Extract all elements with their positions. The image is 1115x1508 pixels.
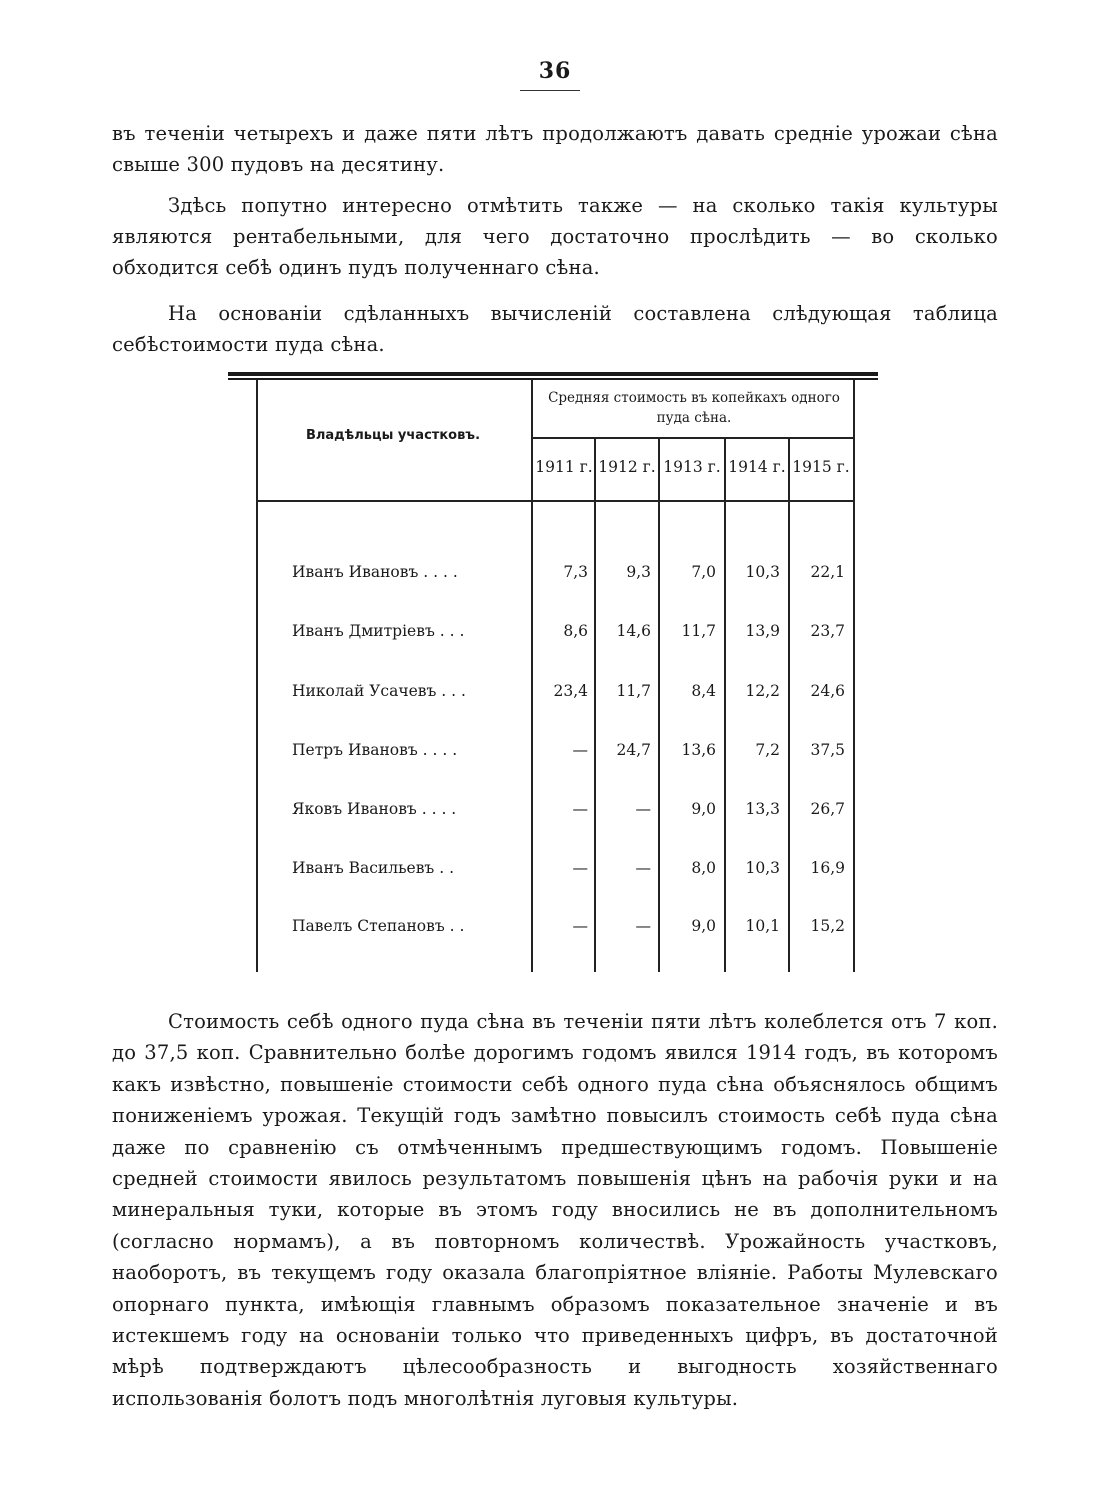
table-cell: — xyxy=(635,917,651,935)
table-cell: 10,1 xyxy=(745,917,780,935)
paragraph-1: въ теченіи четырехъ и даже пяти лѣтъ продолжаютъ давать средніе урожаи сѣна свыше 300 пудовъ на десятину. xyxy=(112,122,998,176)
table-cell: 13,9 xyxy=(745,622,780,640)
table-cell: 14,6 xyxy=(616,622,651,640)
year-header-1914: 1914 г. xyxy=(728,458,786,476)
table-row-owner: Иванъ Васильевъ . . xyxy=(292,859,455,877)
table-cell: 8,4 xyxy=(691,682,716,700)
table-divider-1912 xyxy=(594,438,596,972)
table-cell: 11,7 xyxy=(616,682,651,700)
table-row-owner: Петръ Ивановъ . . . . xyxy=(292,741,458,759)
paragraph-2: Здѣсь попутно интересно отмѣтить также — на сколько такія культуры являются рентабельными, для чего достаточно прослѣдить — во сколько обходится себѣ одинъ пудъ полученнаго сѣна. xyxy=(112,194,998,279)
table-cell: 16,9 xyxy=(810,859,845,877)
table-row-owner: Яковъ Ивановъ . . . . xyxy=(292,800,457,818)
year-header-1913: 1913 г. xyxy=(663,458,721,476)
table-cell: 9,3 xyxy=(626,563,651,581)
table-cell: 26,7 xyxy=(810,800,845,818)
page-number-underline xyxy=(520,90,580,91)
table-row-owner: Иванъ Ивановъ . . . . xyxy=(292,563,458,581)
table-cell: — xyxy=(635,859,651,877)
table-cell: — xyxy=(572,800,588,818)
table-left-border xyxy=(256,380,258,972)
table-cell: 37,5 xyxy=(810,741,845,759)
table-divider-1913 xyxy=(658,438,660,972)
paragraph-4: Стоимость себѣ одного пуда сѣна въ теченіи пяти лѣтъ колеблется отъ 7 коп. до 37,5 коп. Сравнительно болѣе дорогимъ годомъ явился 1914 годъ, въ которомъ какъ извѣстно, повышеніе стоимости себѣ одного пуда сѣна объяснялось общимъ пониженіемъ урожая. Текущій годъ замѣтно повысилъ стоимость себѣ пуда сѣна даже по сравненію съ отмѣченнымъ предшествующимъ годомъ. Повышеніе средней стоимости явилось результатомъ повышенія цѣнъ на рабочія руки и на минеральныя туки, которые въ этомъ году вносились не въ дополнительномъ (согласно нормамъ), а въ повторномъ количествѣ. Урожайность участковъ, наоборотъ, въ текущемъ году оказала благопріятное вліяніе. Работы Мулевскаго опорнаго пункта, имѣющія главнымъ образомъ показательное значеніе и въ истекшемъ году на основаніи только что приведенныхъ цифръ, въ достаточной мѣрѣ подтверждаютъ цѣлесообразность и выгодность хозяйственнаго использованія болотъ подъ многолѣтнія луговыя культуры. xyxy=(112,1010,998,1410)
table-cell: 13,6 xyxy=(681,741,716,759)
table-right-border xyxy=(853,380,855,972)
table-cell: 8,6 xyxy=(563,622,588,640)
table-cell: 13,3 xyxy=(745,800,780,818)
table-divider-1914 xyxy=(724,438,726,972)
table-cell: 12,2 xyxy=(745,682,780,700)
table-cell: — xyxy=(635,800,651,818)
cost-group-header: Средняя стоимость въ копейкахъ одного пуда сѣна. xyxy=(548,390,840,426)
table-group-underline xyxy=(531,437,854,439)
year-header-1911: 1911 г. xyxy=(535,458,593,476)
table-cell: 22,1 xyxy=(810,563,845,581)
table-cell: 24,7 xyxy=(616,741,651,759)
table-cell: 9,0 xyxy=(691,917,716,935)
year-header-1915: 1915 г. xyxy=(792,458,850,476)
table-cell: 23,7 xyxy=(810,622,845,640)
owner-column-header: Владѣльцы участковъ. xyxy=(305,428,481,443)
table-cell: 15,2 xyxy=(810,917,845,935)
table-cell: 7,2 xyxy=(755,741,780,759)
table-cell: 10,3 xyxy=(745,563,780,581)
table-cell: — xyxy=(572,741,588,759)
table-cell: — xyxy=(572,917,588,935)
table-cell: 23,4 xyxy=(553,682,588,700)
table-row-owner: Павелъ Степановъ . . xyxy=(292,917,465,935)
table-top-rule-thin xyxy=(228,378,878,380)
table-cell: 7,0 xyxy=(691,563,716,581)
table-top-rule xyxy=(228,372,878,376)
page-number: 36 xyxy=(538,58,572,84)
table-header-rule xyxy=(256,500,854,502)
paragraph-3: На основаніи сдѣланныхъ вычисленій составлена слѣдующая таблица себѣстоимости пуда сѣна. xyxy=(112,302,998,356)
table-cell: — xyxy=(572,859,588,877)
table-cell: 9,0 xyxy=(691,800,716,818)
table-divider-1915 xyxy=(788,438,790,972)
table-cell: 8,0 xyxy=(691,859,716,877)
table-cell: 7,3 xyxy=(563,563,588,581)
table-cell: 11,7 xyxy=(681,622,716,640)
year-header-1912: 1912 г. xyxy=(598,458,656,476)
table-row-owner: Николай Усачевъ . . . xyxy=(292,682,466,700)
table-cell: 24,6 xyxy=(810,682,845,700)
table-row-owner: Иванъ Дмитріевъ . . . xyxy=(292,622,465,640)
table-cell: 10,3 xyxy=(745,859,780,877)
